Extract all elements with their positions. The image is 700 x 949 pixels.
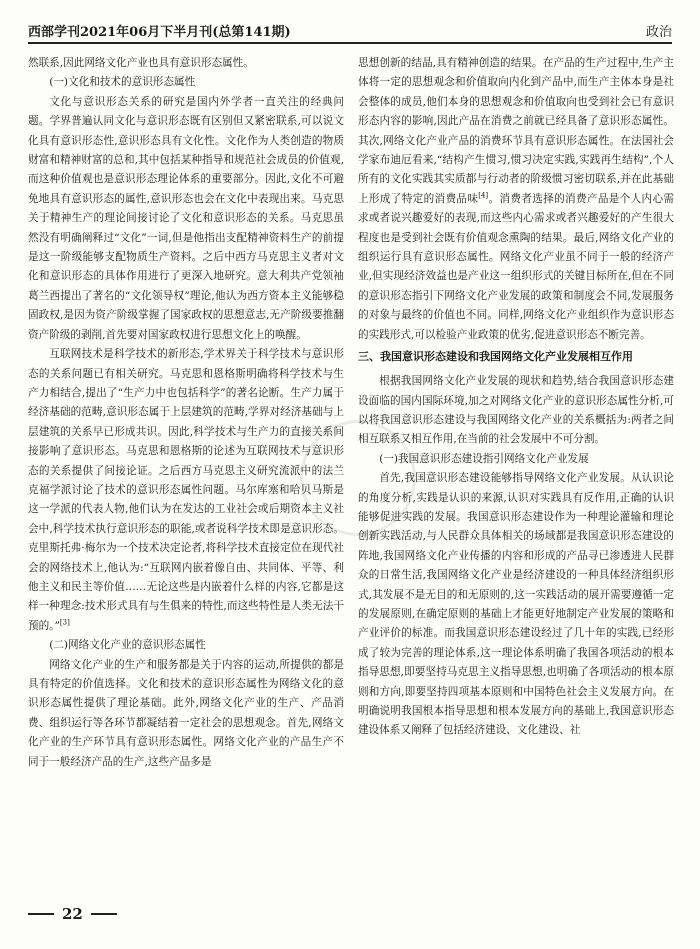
section-heading: 三、我国意识形态建设和我国网络文化产业发展相互作用 — [358, 350, 633, 364]
paragraph-text: 互联网技术是科学技术的新形态,学术界关于科学技术与意识形态的关系问题已有相关研究。马克思和恩格斯明确将科学技术与生产力相结合,提出了“生产力中也包括科学”的著名论断。生产力属于经济基础的范畴,意识形态属于上层建筑的范畴,学界对经济基础与上层建筑的关系早已形成共识。因此,科学技术与生产力的直接关系间接影响了意识形态。马克思和恩格斯的论述为互联网技术与意识形态的关系提供了间接论证。之后西方马克思主义研究流派中的法兰克福学派讨论了技术的意识形态属性问题。马尔库塞和哈贝马斯是这一学派的代表人物,他们认为在发达的工业社会或后期资本主义社会中,科学技术执行意识形态的职能,或者说科学技术即是意识形态。克里斯托弗·梅尔为一个技术决定论者,将科学技术直接定位在现代社会的网络技术上,他认为:“互联网内嵌着像自由、共同体、平等、利他主义和民主等价值……无论这些是内嵌着什么样的内容,它都是这样一种理念:技术形式具有与生俱来的特性,而这些特性是人类无法干预的。” — [28, 348, 344, 632]
citation-ref: [3] — [59, 618, 70, 627]
paragraph: 根据我国网络文化产业发展的现状和趋势,结合我国意识形态建设面临的国内国际环境,加之对网络文化产业的意识形态属性分析,可以将我国意识形态建设与我国网络文化产业的关系概括为:两者之间相互联系又相互作用,在当前的社会发展中不可分割。 — [358, 375, 674, 446]
paragraph: 文化与意识形态关系的研究是国内外学者一直关注的经典问题。学界普遍认同文化与意识形态既有区别但又紧密联系,可以说文化具有意识形态性,意识形态具有文化性。文化作为人类创造的物质财富和精神财富的总和,其中包括某种指导和规范社会成员的价值观,而这种价值观也是意识形态理论体系的重要部分。因此,文化不可避免地具有意识形态的属性,意识形态也会在文化中表现出来。马克思关于精神生产的理论间接讨论了文化和意识形态的关系。马克思虽然没有明确阐释过“文化”一词,但是他指出支配精神资料生产的前提是这一阶级能够支配物质生产资料。之后中西方马克思主义者对文化和意识形态的具体作用进行了更深入地研究。意大利共产党领袖葛兰西提出了著名的“文化领导权”理论,他认为西方资本主义能够稳固政权,是因为资产阶级掌握了国家政权的思想意志,无产阶级要推翻资产阶级的剥削,首先要对国家政权进行思想文化上的唤醒。 — [28, 95, 344, 341]
paragraph — [28, 345, 344, 636]
subsection-heading: (一)文化和技术的意识形态属性 — [49, 76, 196, 89]
page-number: 22 — [62, 905, 83, 923]
journal-title: 西部学刊2021年06月下半月刊(总第141期) — [28, 25, 291, 40]
paragraph — [358, 54, 674, 345]
footer-dash-right — [91, 913, 117, 915]
citation-ref: [4] — [478, 191, 489, 200]
page-footer — [28, 902, 188, 926]
section-label: 政治 — [645, 25, 672, 40]
right-column — [358, 54, 674, 892]
paragraph: 然联系,因此网络文化产业也具有意识形态属性。 — [28, 57, 254, 69]
subsection-heading: (一)我国意识形态建设指引网络文化产业发展 — [379, 452, 589, 465]
paragraph: 网络文化产业的生产和服务都是关于内容的运动,所提供的都是具有特定的价值选择。文化和技术的意识形态属性为网络文化的意识形态属性提供了理论基础。此外,网络文化产业的生产、产品消费、组织运行等各环节都凝结着一定社会的思想观念。首先,网络文化产业的生产环节具有意识形态属性。网络文化产业的产品生产不同于一般经济产品的生产,这些产品多是 — [28, 658, 344, 768]
paragraph-text: 思想创新的结晶,具有精神创造的结果。在产品的生产过程中,生产主体将一定的思想观念和价值取向内化到产品中,而生产主体本身是社会整体的成员,他们本身的思想观念和价值取向也受到社会已有意识形态内容的影响,因此产品在消费之前就已经具备了意识形态属性。其次,网络文化产业产品的消费环节具有意识形态属性。在法国社会学家布迪厄看来,“结构产生惯习,惯习决定实践,实践再生结构”,个人所有的文化实践其实质都与行动者的阶级惯习密切联系,并在此基础上形成了特定的消费品味 — [358, 57, 674, 205]
footer-dash-left — [28, 913, 54, 915]
left-column — [28, 54, 344, 892]
paragraph-text-cont: 。消费者选择的消费产品是个人内心需求或者说兴趣爱好的表现,而这些内心需求或者兴趣爱好的产生很大程度也是受到社会既有价值观念熏陶的结果。最后,网络文化产业的组织运行具有意识形态属性。网络文化产业虽不同于一般的经济产业,但实现经济效益也是产业这一组织形式的关键目标所在,但在不同的意识形态指引下网络文化产业发展的政策和制度会不同,发展服务的对象与最终的价值也不同。同样,网络文化产业组织作为意识形态的实践形式,可以检验产业政策的优劣,促进意识形态不断完善。 — [358, 192, 674, 341]
page-header — [28, 20, 672, 44]
subsection-heading: (二)网络文化产业的意识形态属性 — [49, 639, 206, 652]
paragraph: 首先,我国意识形态建设能够指导网络文化产业发展。从认识论的角度分析,实践是认识的来源,认识对实践具有反作用,正确的认识能够促进实践的发展。我国意识形态建设作为一种理论灌输和理论创新实践活动,与人民群众具体相关的场域都是我国意识形态建设的阵地,我国网络文化产业传播的内容和形成的产品寻已渗透进人民群众的日常生活,我国网络文化产业是经济建设的一种具体经济组织形式,其发展不是无目的和无原则的,这一实践活动的展开需要遵循一定的发展原则,在确定原则的基础上才能更好地制定产业发展的策略和产业评价的标准。而我国意识形态建设经过了几十年的实践,已经形成了较为完善的理论体系,这一理论体系明确了我国各项活动的根本指导思想,即要坚持马克思主义指导思想,也明确了各项活动的根本原则和方向,即要坚持四项基本原则和中国特色社会主义发展方向。在明确说明我国根本指导思想和根本发展方向的基础上,我国意识形态建设体系又阐释了包括经济建设、文化建设、社 — [358, 472, 674, 737]
